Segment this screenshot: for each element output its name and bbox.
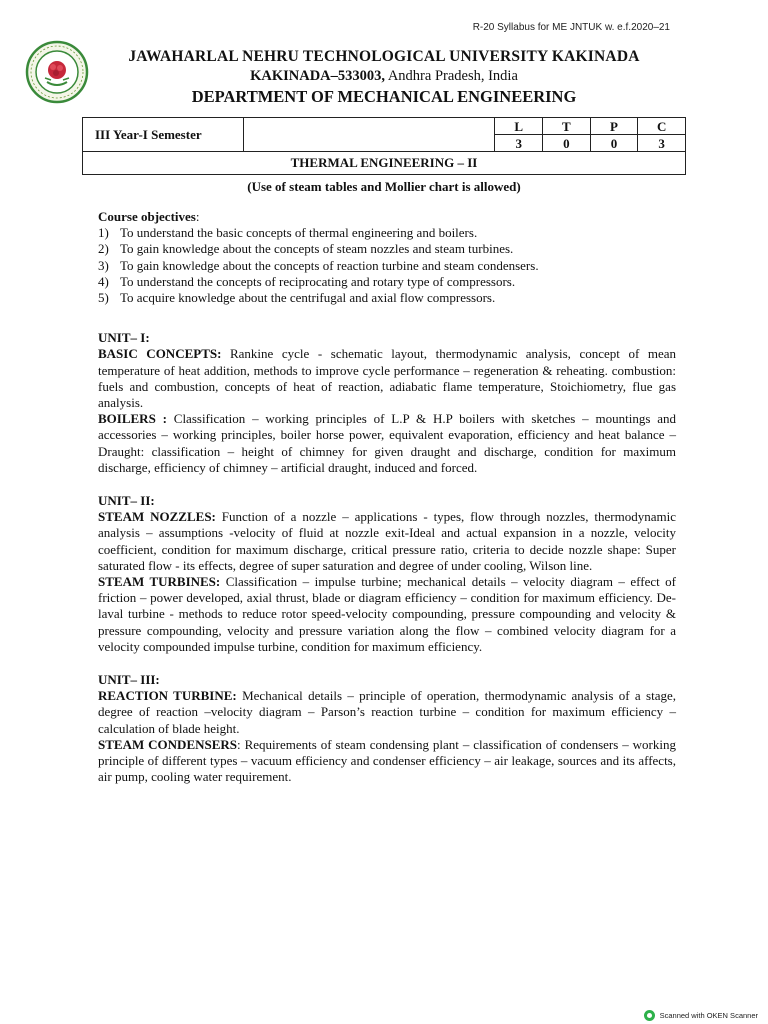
oken-scanner-logo-icon [644,1010,655,1021]
university-name: JAWAHARLAL NEHRU TECHNOLOGICAL UNIVERSITY KAKINADA [128,48,640,65]
objective-text: To acquire knowledge about the centrifugal and axial flow compressors. [120,290,496,306]
unit-3 [98,672,676,785]
objective-text: To gain knowledge about the concepts of steam nozzles and steam turbines. [120,241,514,257]
unit-2 [98,493,676,655]
syllabus-body [98,209,676,786]
unit-section [98,737,676,786]
unit-section [98,346,676,411]
objective-number: 3) [98,257,109,273]
subject-title: THERMAL ENGINEERING – II [83,152,686,175]
department-name: DEPARTMENT OF MECHANICAL ENGINEERING [191,87,577,106]
scanner-watermark [644,1010,758,1021]
ltpc-header-c: C [638,118,686,135]
university-address [0,67,768,86]
section-text: Rankine cycle - schematic layout, thermodynamic analysis, concept of mean temperature of heat addition, methods to improve cycle performance – regeneration & reheating. combustion: fuels and combustion, concepts of heat of reaction, adiabatic flame temperature, Stoichiometry, flue gas analysis. [98,346,676,411]
list-item [98,225,676,241]
section-text: : Requirements of steam condensing plant – classification of condensers – working principle of different types – vacuum efficiency and condenser efficiency – air leakage, sources and its affects, air pump, cooling water requirement. [98,736,676,785]
ltpc-header-l: L [495,118,543,135]
objective-number: 1) [98,225,109,241]
list-item [98,274,676,290]
unit-title: UNIT– I: [98,330,150,346]
section-text: Classification – impulse turbine; mechanical details – velocity diagram – effect of friction – power developed, axial thrust, blade or diagram efficiency – condition for maximum efficiency. De-laval turbine - methods to reduce rotor speed-velocity compounding, pressure compounding and velocity & pressure compounding, velocity and pressure variation along the flow – combined velocity diagram for a velocity compounded impulse turbine, condition for maximum efficiency. [98,574,676,654]
section-heading: REACTION TURBINE: [98,688,237,704]
ltpc-header-t: T [543,118,591,135]
list-item [98,241,676,257]
section-text: Function of a nozzle – applications - types, flow through nozzles, thermodynamic analysis – assumptions -velocity of fluid at nozzle exit-Ideal and actual expansion in a nozzle, velocity coefficient, condition for maximum discharge, critical pressure ratio, criteria to decide nozzle shape: Super saturated flow - its effects, degree of super saturation and degree of under cooling, Wilson line. [98,509,676,573]
section-heading: BOILERS : [98,411,167,427]
section-text: Classification – working principles of L.P & H.P boilers with sketches – mountings and accessories – working principles, boiler horse power, equivalent evaporation, efficiency and heat balance – Draught: classification – height of chimney for given draught and discharge, condition for maximum discharge, efficiency of chimney – artificial draught, induced and forced. [98,411,676,475]
ltpc-header-p: P [590,118,638,135]
section-heading: STEAM NOZZLES: [98,509,216,525]
ltpc-value-t: 0 [543,135,591,152]
unit-1 [98,330,676,476]
unit-section [98,509,676,574]
semester-table [82,117,686,175]
ltpc-value-l: 3 [495,135,543,152]
objective-text: To gain knowledge about the concepts of reaction turbine and steam condensers. [120,257,539,273]
section-text: Mechanical details – principle of operation, thermodynamic analysis of a stage, degree of reaction –velocity diagram – Parson’s reaction turbine – condition for maximum efficiency – calculation of blade height. [98,688,676,736]
objective-number: 5) [98,290,109,306]
unit-section [98,574,676,655]
objectives-list [98,225,676,306]
section-heading: STEAM CONDENSERS [98,736,238,752]
course-objectives [98,209,676,306]
scanner-watermark-text: Scanned with OKEN Scanner [659,1011,758,1020]
unit-section [98,688,676,737]
allowed-materials-note: (Use of steam tables and Mollier chart is allowed) [247,179,521,194]
ltpc-value-p: 0 [590,135,638,152]
objectives-heading [98,209,676,225]
list-item [98,258,676,274]
objective-text: To understand the basic concepts of thermal engineering and boilers. [120,225,478,241]
header-note: R-20 Syllabus for ME JNTUK w. e.f.2020–21 [472,22,670,33]
objectives-title: Course objectives [98,209,196,224]
section-heading: STEAM TURBINES: [98,574,221,590]
ltpc-value-c: 3 [638,135,686,152]
unit-title: UNIT– II: [98,493,155,509]
university-state: Andhra Pradesh, India [385,68,518,84]
objective-number: 4) [98,273,109,289]
semester-label: III Year-I Semester [83,118,244,152]
objective-text: To understand the concepts of reciprocating and rotary type of compressors. [120,273,516,289]
objectives-title-colon: : [195,209,200,224]
unit-section [98,411,676,476]
section-heading: BASIC CONCEPTS: [98,346,222,362]
university-city: KAKINADA–533003, [250,68,386,84]
list-item [98,290,676,306]
university-header [0,47,768,108]
objective-number: 2) [98,241,109,257]
semester-blank-cell [243,118,495,152]
unit-title: UNIT– III: [98,672,160,688]
